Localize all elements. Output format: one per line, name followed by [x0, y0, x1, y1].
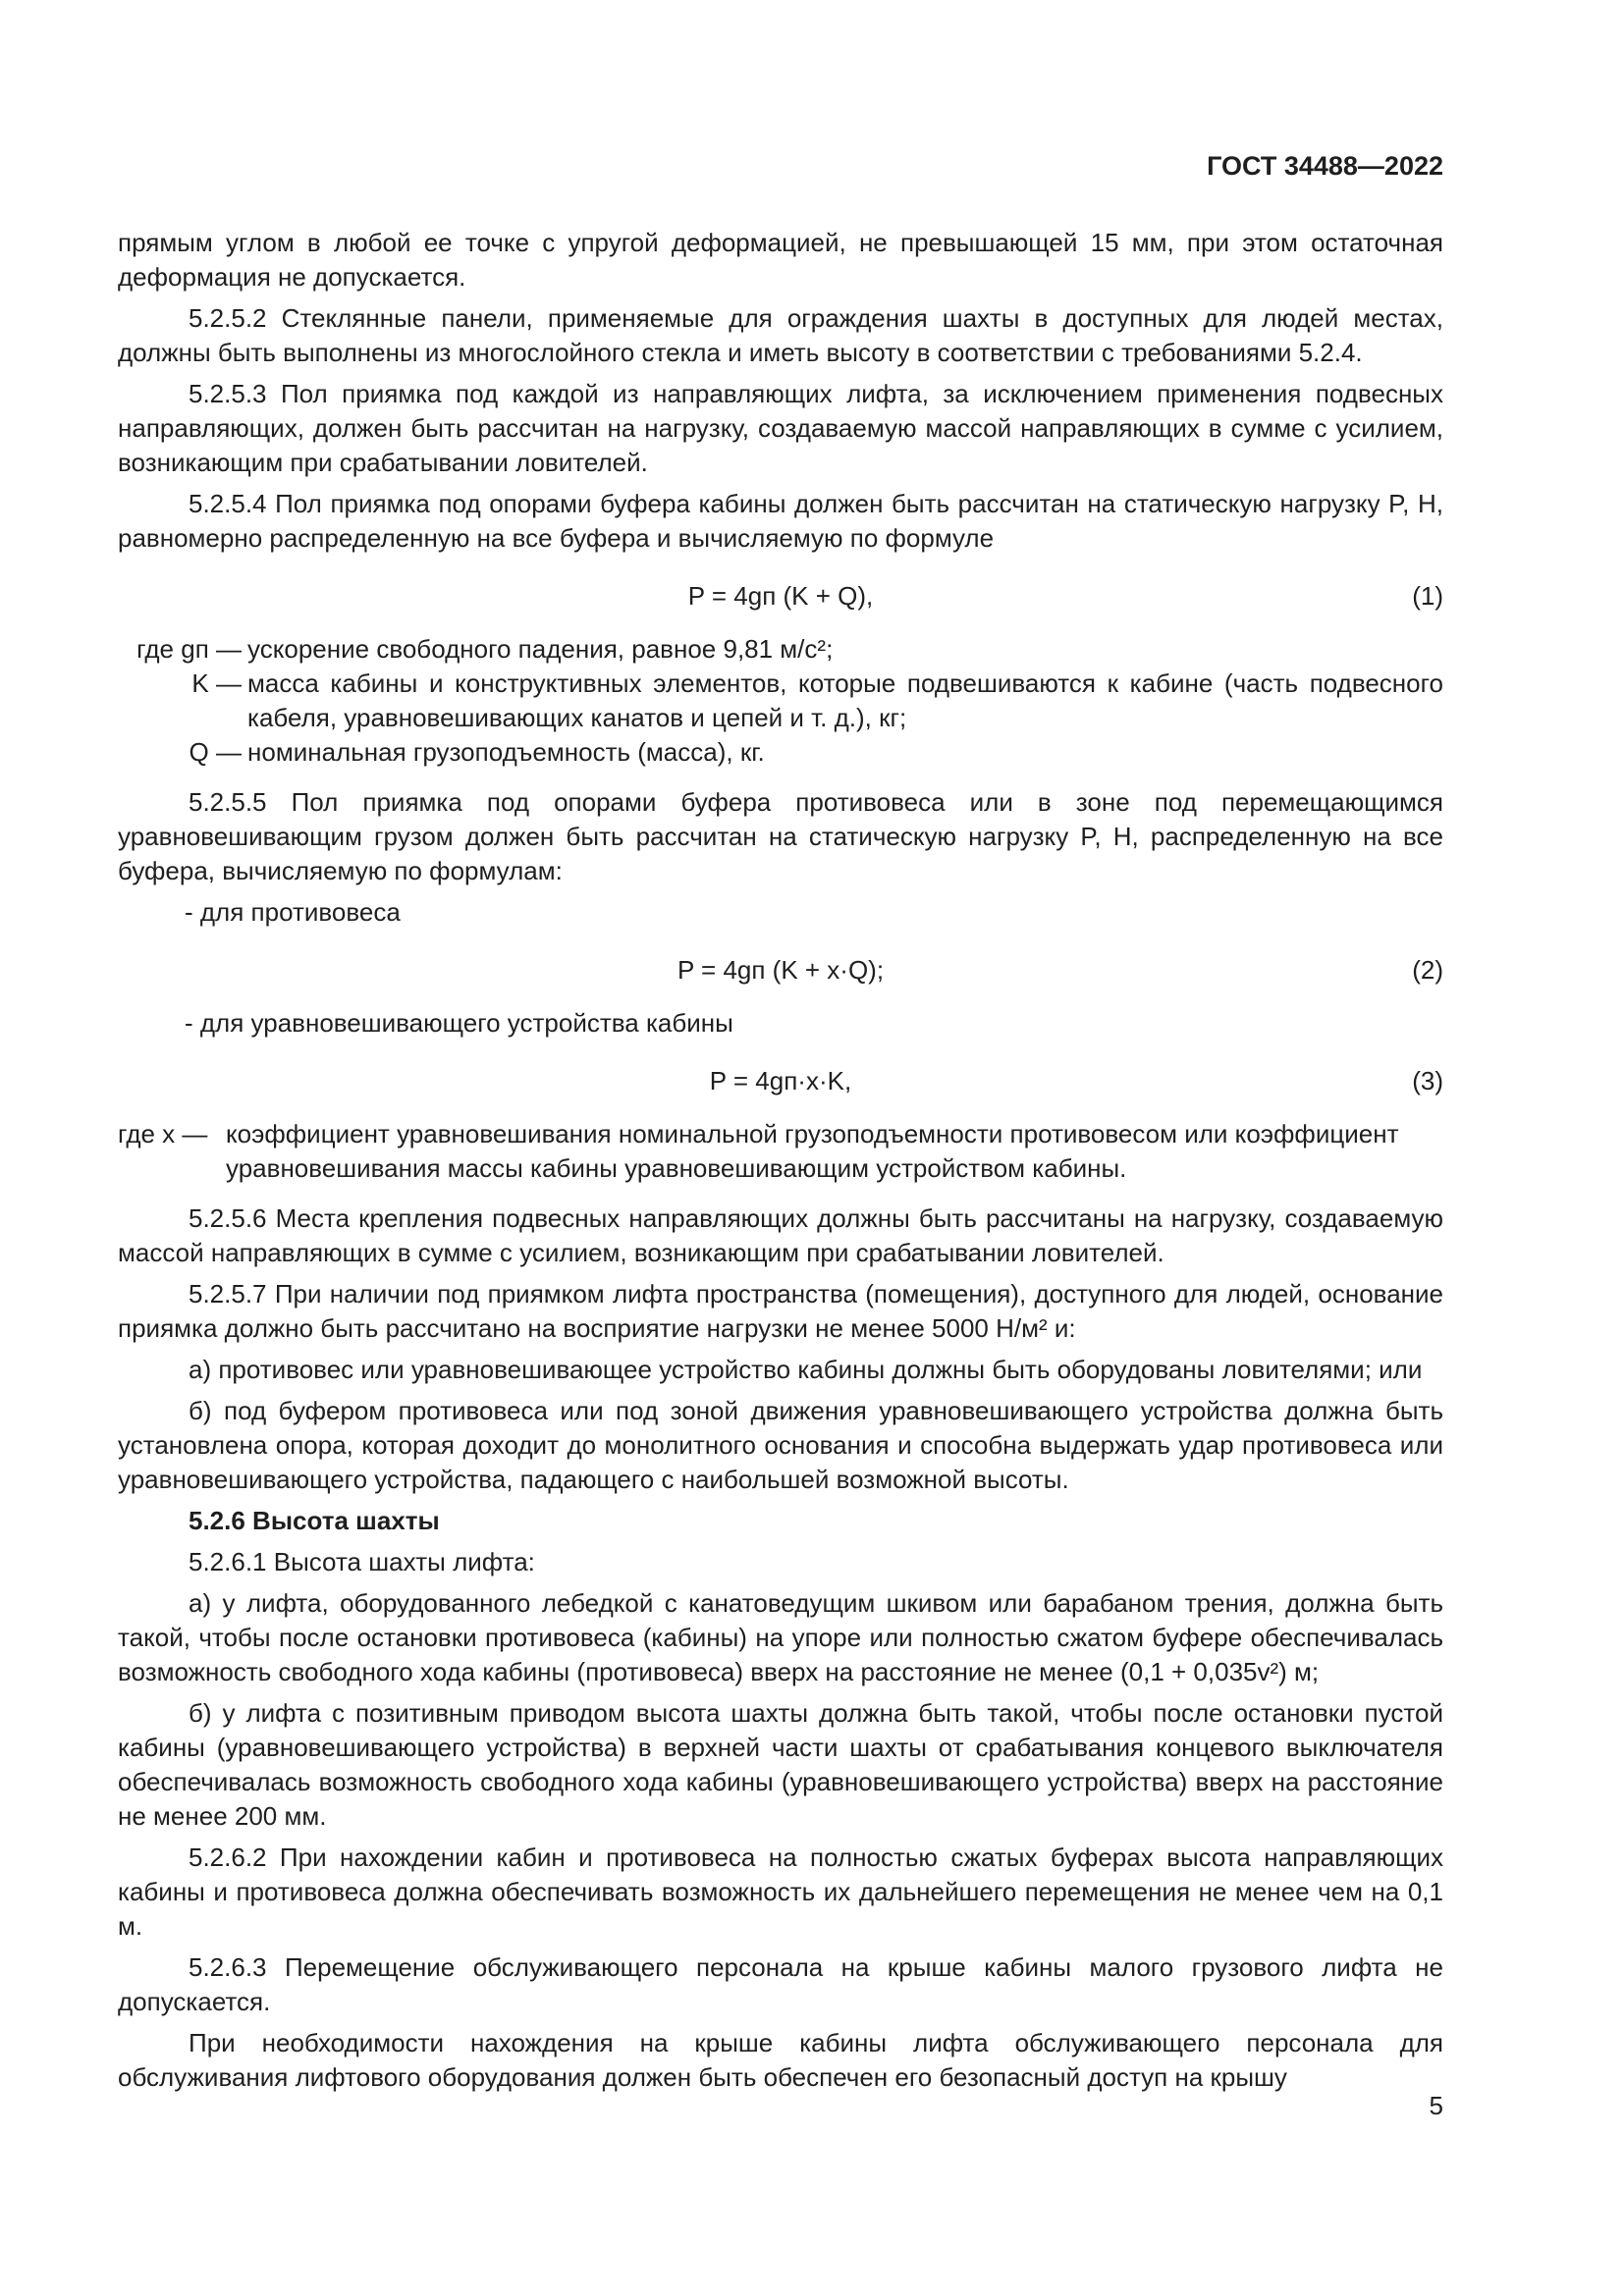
section-heading-5-2-6: 5.2.6 Высота шахты — [189, 1506, 440, 1535]
paragraph: прямым углом в любой ее точке с упругой деформацией, не превышающей 15 мм, при этом остаточная деформация не допускается. — [118, 228, 1443, 292]
legend-definition: ускорение свободного падения, равное 9,81 м/с²; — [247, 634, 834, 664]
formula-2-number: (2) — [1412, 955, 1443, 985]
list-item-balancing-device: - для уравновешивающего устройства кабины — [185, 1008, 733, 1038]
paragraph-5-2-6-2: 5.2.6.2 При нахождении кабин и противовеса на полностью сжатых буферах высота направляющих кабины и противовеса должна обеспечивать возможность их дальнейшего перемещения не менее чем на 0,1 м. — [118, 1842, 1443, 1941]
paragraph-5-2-5-2: 5.2.5.2 Стеклянные панели, применяемые для ограждения шахты в доступных для людей местах, должны быть выполнены из многослойного стекла и иметь высоту в соответствии с требованиями 5.2.4. — [118, 303, 1443, 367]
formula-1 — [118, 575, 1443, 616]
formula-3-expression: P = 4gп·x·K, — [709, 1066, 852, 1095]
formula-1-number: (1) — [1412, 581, 1443, 611]
formula-2 — [118, 949, 1443, 990]
list-item-a: а) противовес или уравновешивающее устройство кабины должны быть оборудованы ловителями; или — [189, 1355, 1423, 1384]
paragraph: При необходимости нахождения на крыше кабины лифта обслуживающего персонала для обслуживания лифтового оборудования должен быть обеспечен его безопасный доступ на крышу — [118, 2028, 1443, 2092]
standard-header: ГОСТ 34488—2022 — [1207, 151, 1443, 181]
paragraph-5-2-6-1: 5.2.6.1 Высота шахты лифта: — [189, 1547, 535, 1576]
formula-2-expression: P = 4gп (K + x·Q); — [677, 955, 885, 985]
paragraph-5-2-5-7: 5.2.5.7 При наличии под приямком лифта пространства (помещения), доступного для людей, основание приямка должно быть рассчитано на восприятие нагрузки не менее 5000 Н/м² и: — [118, 1279, 1443, 1343]
legend-definition: коэффициент уравновешивания номинальной грузоподъемности противовесом или коэффициент уравновешивания массы кабины уравновешивающим устройством кабины. — [226, 1119, 1399, 1183]
document-body — [118, 226, 1443, 2095]
page-number: 5 — [1429, 2091, 1443, 2120]
paragraph-5-2-6-3: 5.2.6.3 Перемещение обслуживающего персонала на крыше кабины малого грузового лифта не допускается. — [118, 1952, 1443, 2016]
legend-term: K — — [191, 668, 242, 698]
legend-term: Q — — [189, 737, 242, 767]
paragraph-5-2-5-3: 5.2.5.3 Пол приямка под каждой из направляющих лифта, за исключением применения подвесных направляющих, должен быть рассчитан на нагрузку, создаваемую массой направляющих в сумме с усилием, возникающим при срабатывании ловителей. — [118, 379, 1443, 477]
legend-definition: номинальная грузоподъемность (масса), кг. — [247, 737, 765, 767]
formula-1-expression: P = 4gп (K + Q), — [687, 581, 874, 611]
list-item-b: б) у лифта с позитивным приводом высота шахты должна быть такой, чтобы после остановки пустой кабины (уравновешивающего устройства) в верхней части шахты от срабатывания концевого выключателя обеспечивалась возможность свободного хода кабины (уравновешивающего устройства) вверх на расстояние не менее 200 мм. — [118, 1698, 1443, 1831]
legend-term: где x — — [118, 1119, 208, 1148]
formula-3-legend — [118, 1117, 1443, 1186]
list-item-counterweight: - для противовеса — [185, 897, 401, 927]
legend-term: где gп — — [136, 634, 242, 664]
list-item-b: б) под буфером противовеса или под зоной движения уравновешивающего устройства должна быть установлена опора, которая доходит до монолитного основания и способна выдержать удар противовеса или уравновешивающего устройства, падающего с наибольшей возможной высоты. — [118, 1396, 1443, 1494]
paragraph-5-2-5-4: 5.2.5.4 Пол приямка под опорами буфера кабины должен быть рассчитан на статическую нагрузку P, H, равномерно распределенную на все буфера и вычисляемую по формуле — [118, 489, 1443, 553]
formula-3 — [118, 1060, 1443, 1101]
formula-1-legend — [118, 632, 1443, 770]
paragraph-5-2-5-5: 5.2.5.5 Пол приямка под опорами буфера противовеса или в зоне под перемещающимся уравновешивающим грузом должен быть рассчитан на статическую нагрузку P, H, распределенную на все буфера, вычисляемую по формулам: — [118, 787, 1443, 885]
formula-3-number: (3) — [1412, 1066, 1443, 1095]
legend-definition: масса кабины и конструктивных элементов, которые подвешиваются к кабине (часть подвесного кабеля, уравновешивающих канатов и цепей и т. д.), кг; — [247, 668, 1443, 732]
list-item-a: а) у лифта, оборудованного лебедкой с канатоведущим шкивом или барабаном трения, должна быть такой, чтобы после остановки противовеса (кабины) на упоре или полностью сжатом буфере обеспечивалась возможность свободного хода кабины (противовеса) вверх на расстояние не менее (0,1 + 0,035v²) м; — [118, 1588, 1443, 1686]
paragraph-5-2-5-6: 5.2.5.6 Места крепления подвесных направляющих должны быть рассчитаны на нагрузку, создаваемую массой направляющих в сумме с усилием, возникающим при срабатывании ловителей. — [118, 1203, 1443, 1267]
